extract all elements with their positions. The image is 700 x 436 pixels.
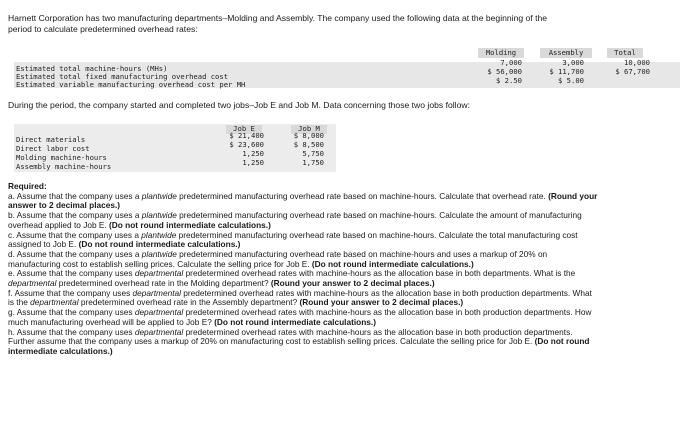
question-d-pre: d. Assume that the company uses a bbox=[8, 248, 142, 259]
question-g-post: predetermined overhead rates with machine-hours as the allocation base in both production departments. How much manufacturing overhead will be applied to Job E? bbox=[8, 307, 592, 327]
question-d-bold: (Do not round intermediate calculations.) bbox=[311, 258, 474, 269]
cell-job-m-labor: $ 8,500 bbox=[293, 140, 324, 149]
question-e-pre: e. Assume that the company uses bbox=[8, 268, 135, 279]
cell-total-mhs: 10,000 bbox=[624, 58, 650, 67]
question-h-bold: (Do not round intermediate calculations.) bbox=[8, 336, 590, 356]
question-e-em2: departmental bbox=[8, 278, 57, 289]
row-label-direct-labor: Direct labor cost bbox=[16, 144, 90, 153]
question-f-pre: f. Assume that the company uses bbox=[8, 287, 133, 298]
question-a-post: predetermined manufacturing overhead rate based on machine-hours. Calculate that overhead rate. bbox=[176, 190, 549, 201]
question-h bbox=[8, 328, 598, 357]
cell-assembly-fixed: $ 11,700 bbox=[549, 67, 584, 76]
row-label-molding-mh: Molding machine-hours bbox=[16, 153, 107, 162]
question-f-em2: departmental bbox=[30, 297, 79, 308]
question-e-em: departmental bbox=[134, 268, 184, 279]
question-e-bold: (Round your answer to 2 decimal places.) bbox=[270, 278, 435, 289]
cell-molding-variable: $ 2.50 bbox=[496, 76, 522, 85]
required-title: Required: bbox=[8, 181, 47, 191]
row-label-direct-materials: Direct materials bbox=[16, 135, 86, 144]
question-e-post: predetermined overhead rates with machine-hours as the allocation base in both departments. What is the bbox=[183, 268, 576, 279]
row-label-fixed: Estimated total fixed manufacturing overhead cost bbox=[16, 72, 229, 81]
question-e-post2: predetermined overhead rate in the Molding department? bbox=[56, 278, 271, 289]
question-a bbox=[8, 192, 598, 211]
question-g-pre: g. Assume that the company uses bbox=[8, 307, 135, 318]
cell-job-e-assembly: 1,250 bbox=[242, 158, 264, 167]
question-f-em: departmental bbox=[132, 287, 181, 298]
question-h-post: predetermined overhead rates with machine-hours as the allocation base in both production departments. Further assume that the company uses a markup of 20% on manufacturing cost to establish selling prices. Calculate the selling price for Job E. bbox=[8, 326, 573, 347]
question-h-em: departmental bbox=[134, 326, 184, 337]
cell-job-e-labor: $ 23,600 bbox=[229, 140, 264, 149]
cell-molding-fixed: $ 56,000 bbox=[487, 67, 522, 76]
question-b-pre: b. Assume that the company uses a bbox=[8, 210, 142, 221]
during-paragraph: During the period, the company started and completed two jobs–Job E and Job M. Data concerning those two jobs follow: bbox=[8, 100, 470, 110]
col-header-assembly: Assembly bbox=[548, 48, 584, 57]
cell-job-e-materials: $ 21,400 bbox=[229, 131, 264, 140]
col-header-total: Total bbox=[614, 48, 636, 57]
question-b-em: plantwide bbox=[141, 210, 177, 221]
cell-assembly-mhs: 3,000 bbox=[562, 58, 584, 67]
question-f-post: predetermined overhead rates with machine-hours as the allocation base in both production departments. What is the bbox=[8, 287, 592, 308]
question-e bbox=[8, 269, 598, 288]
question-b bbox=[8, 211, 598, 230]
col-header-job-m: Job M bbox=[298, 124, 320, 133]
question-c-pre: c. Assume that the company uses a bbox=[8, 229, 142, 240]
question-a-pre: a. Assume that the company uses a bbox=[8, 190, 142, 201]
question-a-em: plantwide bbox=[141, 190, 177, 201]
question-c-em: plantwide bbox=[141, 229, 177, 240]
row-label-variable: Estimated variable manufacturing overhead cost per MH bbox=[16, 80, 246, 89]
question-c-bold: (Do not round intermediate calculations.) bbox=[78, 239, 241, 250]
question-h-pre: h. Assume that the company uses bbox=[8, 326, 135, 337]
question-a-bold: (Round your answer to 2 decimal places.) bbox=[8, 190, 598, 211]
question-g bbox=[8, 308, 598, 327]
col-header-job-e: Job E bbox=[233, 124, 255, 133]
cell-job-m-materials: $ 8,000 bbox=[293, 131, 324, 140]
cell-job-m-molding: 5,750 bbox=[302, 149, 324, 158]
cell-assembly-variable: $ 5.00 bbox=[558, 76, 584, 85]
row-label-assembly-mh: Assembly machine-hours bbox=[16, 162, 112, 171]
col-header-molding: Molding bbox=[485, 48, 517, 57]
question-d-post: predetermined manufacturing overhead rate based on machine-hours and uses a markup of 20% on manufacturing cost to establish selling prices. Calculate the selling price for Job E. bbox=[8, 248, 548, 269]
question-b-post: predetermined manufacturing overhead rate based on machine-hours. Calculate the amount of manufacturing overhead applied to Job E. bbox=[8, 210, 582, 230]
question-f-post2: predetermined overhead rate in the Assembly department? bbox=[78, 297, 300, 308]
cell-job-e-molding: 1,250 bbox=[242, 149, 264, 158]
question-f bbox=[8, 289, 598, 308]
question-f-bold: (Round your answer to 2 decimal places.) bbox=[299, 297, 464, 308]
cell-molding-mhs: 7,000 bbox=[500, 58, 522, 67]
required-section bbox=[8, 182, 598, 357]
intro-paragraph: Harnett Corporation has two manufacturing departments–Molding and Assembly. The company used the following data at the beginning of the period to calculate predetermined overhead rates: bbox=[8, 13, 548, 34]
question-d bbox=[8, 250, 598, 269]
question-d-em: plantwide bbox=[141, 248, 177, 259]
cell-total-fixed: $ 67,700 bbox=[615, 67, 650, 76]
question-g-em: departmental bbox=[134, 307, 184, 318]
cell-job-m-assembly: 1,750 bbox=[302, 158, 324, 167]
question-g-bold: (Do not round intermediate calculations.) bbox=[214, 316, 376, 327]
question-c bbox=[8, 231, 598, 250]
question-c-post: predetermined manufacturing overhead rate based on machine-hours. Calculate the total manufacturing cost assigned to Job E. bbox=[8, 229, 578, 250]
row-label-mhs: Estimated total machine-hours (MHs) bbox=[16, 64, 168, 73]
question-b-bold: (Do not round intermediate calculations.) bbox=[109, 219, 271, 230]
